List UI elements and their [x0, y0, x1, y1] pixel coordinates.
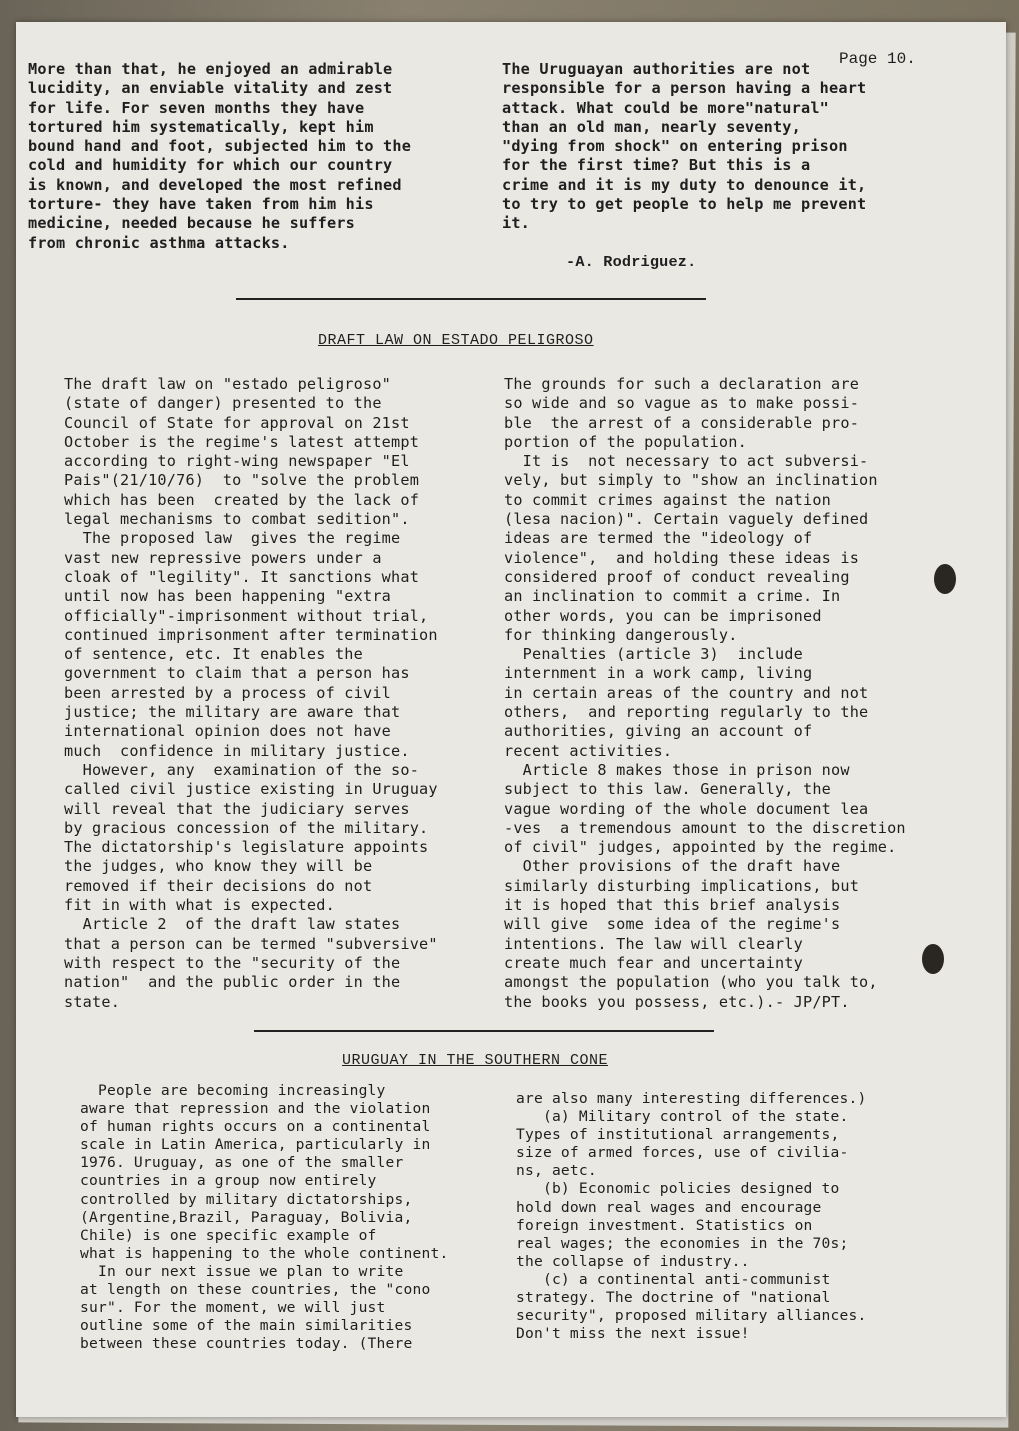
- section2-right-column: are also many interesting differences.) (a) Military control of the state. Types of institutional arrangements, size of armed forces, use of civilia- ns, aetc. (b) Economic policies designed to hold down real wages and encourage foreign investment. Statistics on real wages; the economies in the 70s; the collapse of industry.. (c) a continental anti-communist strategy. The doctrine of "national security", proposed military alliances. Don't miss the next issue!: [516, 1090, 867, 1343]
- section1-heading: DRAFT LAW ON ESTADO PELIGROSO: [318, 332, 594, 349]
- section1-left-column: The draft law on "estado peligroso" (state of danger) presented to the Council of State for approval on 21st October is the regime's latest attempt according to right-wing newspaper "El Pais"(21/10/76) to "solve the problem which has been created by the lack of legal mechanisms to combat sedition". The proposed law gives the regime vast new repressive powers under a cloak of "legility". It sanctions what until now has been happening "extra officially"-imprisonment without trial, continued imprisonment after termination of sentence, etc. It enables the government to claim that a person has been arrested by a process of civil justice; the military are aware that international opinion does not have much confidence in military justice. However, any examination of the so- called civil justice existing in Uruguay will reveal that the judiciary serves by gracious concession of the military. The dictatorship's legislature appoints the judges, who know they will be removed if their decisions do not fit in with what is expected. Article 2 of the draft law states that a person can be termed "subversive" with respect to the "security of the nation" and the public order in the state.: [64, 375, 438, 1011]
- section1-right-column: The grounds for such a declaration are so wide and so vague as to make possi- ble the arrest of a considerable pro- portion of the population. It is not necessary to act subversi- vely, but simply to "show an inclination to commit crimes against the nation (lesa nacion)". Certain vaguely defined ideas are termed the "ideology of violence", and holding these ideas is considered proof of conduct revealing an inclination to commit a crime. In other words, you can be imprisoned for thinking dangerously. Penalties (article 3) include internment in a work camp, living in certain areas of the country and not others, and reporting regularly to the authorities, giving an account of recent activities. Article 8 makes those in prison now subject to this law. Generally, the vague wording of the whole document lea -ves a tremendous amount to the discretion of civil" judges, appointed by the regime. Other provisions of the draft have similarly disturbing implications, but it is hoped that this brief analysis will give some idea of the regime's intentions. The law will clearly create much fear and uncertainty amongst the population (who you talk to, the books you possess, etc.).- JP/PT.: [504, 375, 906, 1011]
- top-left-column: More than that, he enjoyed an admirable lucidity, an enviable vitality and zest for life. For seven months they have tortured him systematically, kept him bound hand and foot, subjected him to the cold and humidity for which our country is known, and developed the most refined torture- they have taken from him his medicine, needed because he suffers from chronic asthma attacks.: [28, 60, 412, 252]
- section2-left-column: People are becoming increasingly aware that repression and the violation of human rights occurs on a continental scale in Latin America, particularly in 1976. Uruguay, as one of the smaller countries in a group now entirely controlled by military dictatorships, (Argentine,Brazil, Paraguay, Bolivia, Chile) is one specific example of what is happening to the whole continent. In our next issue we plan to write at length on these countries, the "cono sur". For the moment, we will just outline some of the main similarities between these countries today. (There: [80, 1082, 449, 1353]
- section2-heading: URUGUAY IN THE SOUTHERN CONE: [342, 1052, 609, 1069]
- divider-rule: [254, 1030, 714, 1032]
- punch-hole: [922, 944, 944, 974]
- document-page: [16, 22, 1006, 1417]
- divider-rule: [236, 298, 706, 300]
- page-number: Page 10.: [839, 50, 916, 68]
- punch-hole: [934, 564, 956, 594]
- signature: -A. Rodriguez.: [566, 253, 697, 271]
- top-right-column: The Uruguayan authorities are not responsible for a person having a heart attack. What could be more"natural" than an old man, nearly seventy, "dying from shock" on entering prison for the first time? But this is a crime and it is my duty to denounce it, to try to get people to help me prevent it.: [502, 60, 867, 233]
